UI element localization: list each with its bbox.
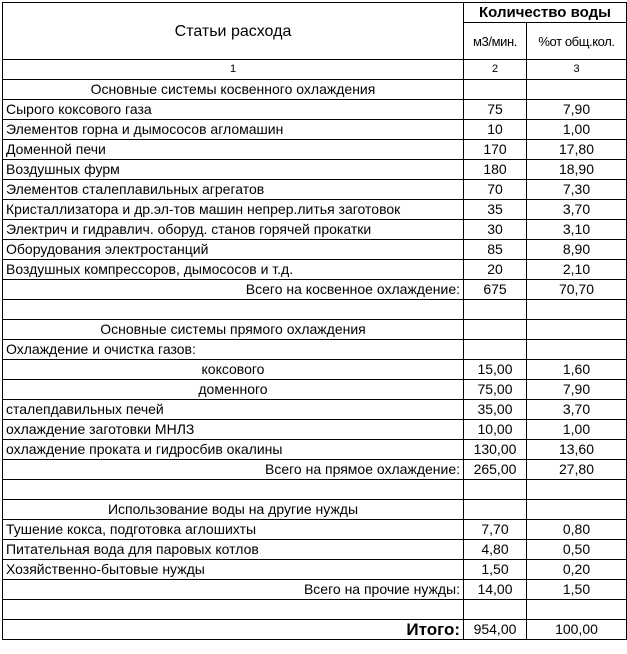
- percent-value: [527, 300, 627, 320]
- volume-value: [464, 320, 527, 340]
- volume-value: 1,50: [464, 560, 527, 580]
- row-label: Питательная вода для паровых котлов: [3, 540, 464, 560]
- volume-value: 30: [464, 220, 527, 240]
- blank-row: [3, 480, 627, 500]
- percent-value: 7,30: [527, 180, 627, 200]
- percent-value: 1,60: [527, 360, 627, 380]
- table-row: [3, 440, 627, 460]
- column-group-header: Количество воды: [464, 3, 627, 23]
- row-label: Элементов сталеплавильных агрегатов: [3, 180, 464, 200]
- column-number-1: 1: [3, 60, 464, 80]
- volume-value: 170: [464, 140, 527, 160]
- row-label: [3, 300, 464, 320]
- volume-value: 265,00: [464, 460, 527, 480]
- row-label: коксового: [3, 360, 464, 380]
- volume-value: 10: [464, 120, 527, 140]
- volume-value: 130,00: [464, 440, 527, 460]
- row-label: Хозяйственно-бытовые нужды: [3, 560, 464, 580]
- row-label: Элементов горна и дымососов агломашин: [3, 120, 464, 140]
- table-row: [3, 360, 627, 380]
- percent-value: 1,00: [527, 420, 627, 440]
- percent-value: [527, 500, 627, 520]
- percent-value: 0,20: [527, 560, 627, 580]
- volume-value: 35,00: [464, 400, 527, 420]
- volume-value: 15,00: [464, 360, 527, 380]
- table-row: [3, 260, 627, 280]
- blank-row: [3, 600, 627, 620]
- table-row: [3, 540, 627, 560]
- percent-value: 0,50: [527, 540, 627, 560]
- percent-value: 2,10: [527, 260, 627, 280]
- row-label: Сырого коксового газа: [3, 100, 464, 120]
- row-label: Использование воды на другие нужды: [3, 500, 464, 520]
- row-label: Оборудования электростанций: [3, 240, 464, 260]
- percent-value: [527, 480, 627, 500]
- table-row: [3, 180, 627, 200]
- blank-row: [3, 300, 627, 320]
- row-label: Всего на прямое охлаждение:: [3, 460, 464, 480]
- row-label: сталепдавильных печей: [3, 400, 464, 420]
- percent-value: 13,60: [527, 440, 627, 460]
- column-number-2: 2: [464, 60, 527, 80]
- volume-value: [464, 340, 527, 360]
- table-row: [3, 420, 627, 440]
- unit-percent-header: %от общ.кол.: [527, 23, 627, 60]
- volume-value: 180: [464, 160, 527, 180]
- volume-value: 7,70: [464, 520, 527, 540]
- row-label: [3, 600, 464, 620]
- volume-value: 75: [464, 100, 527, 120]
- volume-value: [464, 80, 527, 100]
- volume-value: [464, 500, 527, 520]
- row-label: Тушение кокса, подготовка аглошихты: [3, 520, 464, 540]
- unit-volume-header: м3/мин.: [464, 23, 527, 60]
- row-label: охлаждение заготовки МНЛЗ: [3, 420, 464, 440]
- percent-value: [527, 320, 627, 340]
- percent-value: 8,90: [527, 240, 627, 260]
- header-row-group: [3, 3, 627, 23]
- section-row: [3, 80, 627, 100]
- volume-value: [464, 300, 527, 320]
- row-label: Электрич и гидравлич. оборуд. станов горячей прокатки: [3, 220, 464, 240]
- table-row: [3, 240, 627, 260]
- percent-value: 17,80: [527, 140, 627, 160]
- volume-value: 14,00: [464, 580, 527, 600]
- percent-value: [527, 340, 627, 360]
- row-label: Кристаллизатора и др.эл-тов машин непрер.литья заготовок: [3, 200, 464, 220]
- table-row: [3, 560, 627, 580]
- volume-value: 10,00: [464, 420, 527, 440]
- table-row: [3, 400, 627, 420]
- column-number-3: 3: [527, 60, 627, 80]
- column-number-row: [3, 60, 627, 80]
- volume-value: 85: [464, 240, 527, 260]
- table-row: [3, 340, 627, 360]
- percent-value: 70,70: [527, 280, 627, 300]
- table-row: [3, 520, 627, 540]
- volume-value: 35: [464, 200, 527, 220]
- section-row: [3, 500, 627, 520]
- row-label: Доменной печи: [3, 140, 464, 160]
- grand-total-label: Итого:: [3, 620, 464, 640]
- percent-value: 18,90: [527, 160, 627, 180]
- volume-value: 70: [464, 180, 527, 200]
- subtotal-row: [3, 460, 627, 480]
- percent-value: 7,90: [527, 380, 627, 400]
- percent-value: [527, 80, 627, 100]
- grand-total-percent: 100,00: [527, 620, 627, 640]
- row-label: Всего на косвенное охлаждение:: [3, 280, 464, 300]
- row-label: Охлаждение и очистка газов:: [3, 340, 464, 360]
- subtotal-row: [3, 580, 627, 600]
- table-row: [3, 160, 627, 180]
- row-label: Всего на прочие нужды:: [3, 580, 464, 600]
- water-consumption-table: [2, 2, 627, 640]
- percent-value: [527, 600, 627, 620]
- row-label: [3, 480, 464, 500]
- row-label: охлаждение проката и гидросбив окалины: [3, 440, 464, 460]
- percent-value: 1,00: [527, 120, 627, 140]
- percent-value: 3,10: [527, 220, 627, 240]
- table-row: [3, 220, 627, 240]
- table-row: [3, 100, 627, 120]
- table-row: [3, 380, 627, 400]
- row-label: доменного: [3, 380, 464, 400]
- volume-value: 675: [464, 280, 527, 300]
- table-row: [3, 200, 627, 220]
- percent-value: 27,80: [527, 460, 627, 480]
- percent-value: 0,80: [527, 520, 627, 540]
- volume-value: 4,80: [464, 540, 527, 560]
- percent-value: 1,50: [527, 580, 627, 600]
- section-row: [3, 320, 627, 340]
- volume-value: [464, 480, 527, 500]
- table-row: [3, 140, 627, 160]
- percent-value: 3,70: [527, 400, 627, 420]
- row-label: Воздушных компрессоров, дымососов и т.д.: [3, 260, 464, 280]
- row-label: Основные системы прямого охлаждения: [3, 320, 464, 340]
- volume-value: 20: [464, 260, 527, 280]
- percent-value: 7,90: [527, 100, 627, 120]
- volume-value: 75,00: [464, 380, 527, 400]
- row-label: Основные системы косвенного охлаждения: [3, 80, 464, 100]
- row-label: Воздушных фурм: [3, 160, 464, 180]
- subtotal-row: [3, 280, 627, 300]
- volume-value: [464, 600, 527, 620]
- percent-value: 3,70: [527, 200, 627, 220]
- grand-total-row: [3, 620, 627, 640]
- table-row: [3, 120, 627, 140]
- column-title-cell: Статьи расхода: [3, 3, 464, 60]
- grand-total-volume: 954,00: [464, 620, 527, 640]
